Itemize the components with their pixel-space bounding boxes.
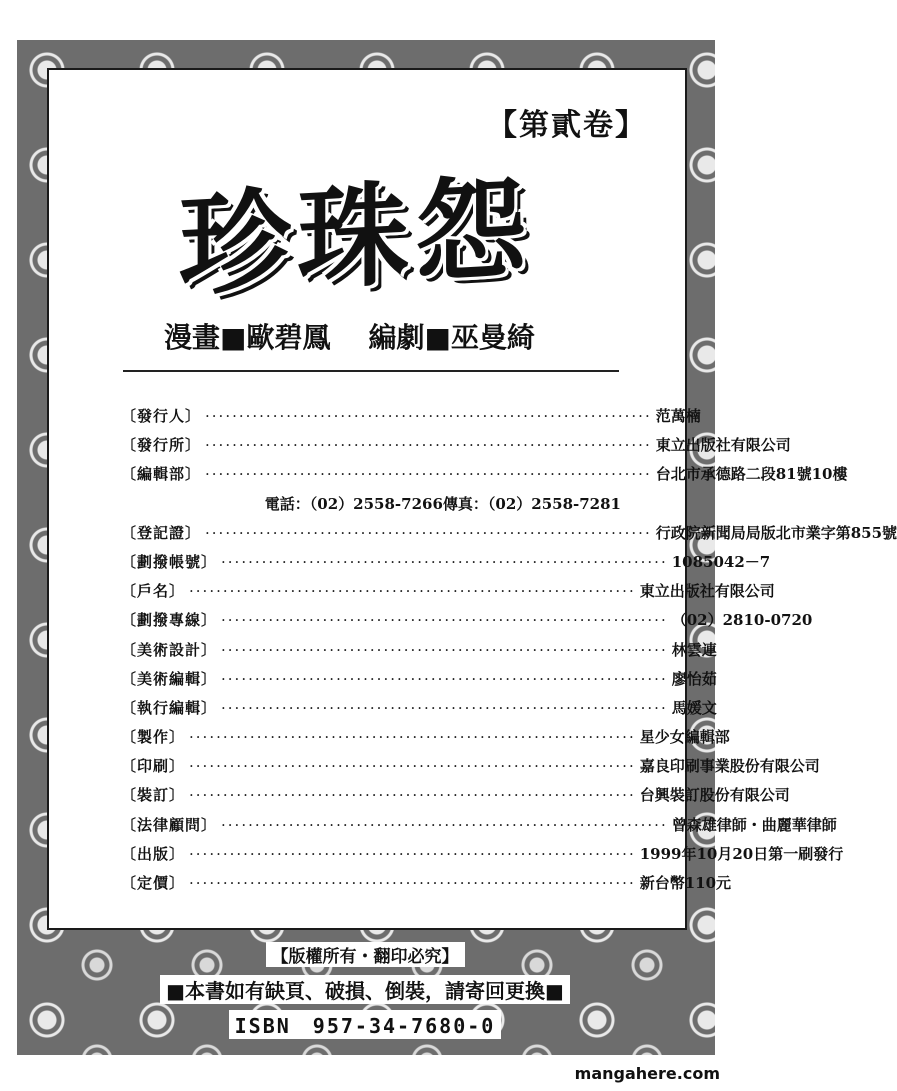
info-row: 〔發行人〕 ·································································· 范萬楠 [121,407,701,425]
replacement-line: ■本書如有缺頁、破損、倒裝，請寄回更換■ [160,975,570,1004]
info-row: 〔戶名〕 ·································································· 東立出版社有限公司 [121,582,775,601]
info-row: 〔登記證〕 ·································································· 行政院新聞局局版北市業字第855號 [121,523,897,542]
info-row: 〔美術設計〕 ·································································· 林雲連 [121,640,717,659]
copyright-notice [0,942,730,1039]
info-row: 〔發行所〕 ·································································· 東立出版社有限公司 [121,436,791,455]
info-row: 〔出版〕 ·································································· 1999年10月20日第一刷發行 [121,844,844,863]
isbn-line: ISBN 957-34-7680-0 [229,1010,502,1039]
info-row: 〔裝訂〕 ·································································· 台興裝訂股份有限公司 [121,786,790,805]
colophon-panel [47,68,897,930]
info-row: 〔法律顧問〕 ·································································· 曾森雄律師・曲麗華律師 [121,815,837,834]
volume-label: 【第貳卷】 [487,108,647,143]
book-title: 珍珠怨 [179,162,533,313]
info-row: 〔製作〕 ·································································· 星少女編輯部 [121,728,730,747]
watermark: mangahere.com [574,1064,720,1083]
info-row-phone: 電話：（02）2558-7266傳真：（02）2558-7281 [264,494,621,513]
credits [164,316,535,356]
info-row: 〔劃撥帳號〕 ·································································· 1085042－7 [121,552,771,571]
publication-info [121,405,897,901]
info-row: 〔印刷〕 ·································································· 嘉良印刷事業股份有限公司 [121,757,820,776]
copyright-line: 【版權所有・翻印必究】 [266,942,465,967]
divider [123,370,619,372]
info-row: 〔美術編輯〕 ·································································· 廖怡茹 [121,669,717,688]
info-row: 〔定價〕 ·································································· 新台幣110元 [121,874,732,892]
info-row: 〔劃撥專線〕 ·································································· （02）2810-0720 [121,611,813,630]
info-row: 〔執行編輯〕 ·································································· 馬媛文 [121,698,717,717]
writer-credit: 編劇■巫曼綺 [368,321,535,354]
artist-credit: 漫畫■歐碧鳳 [164,321,331,354]
info-row: 〔編輯部〕 ·································································· 台北市承德路二段81號10樓 [121,465,848,484]
